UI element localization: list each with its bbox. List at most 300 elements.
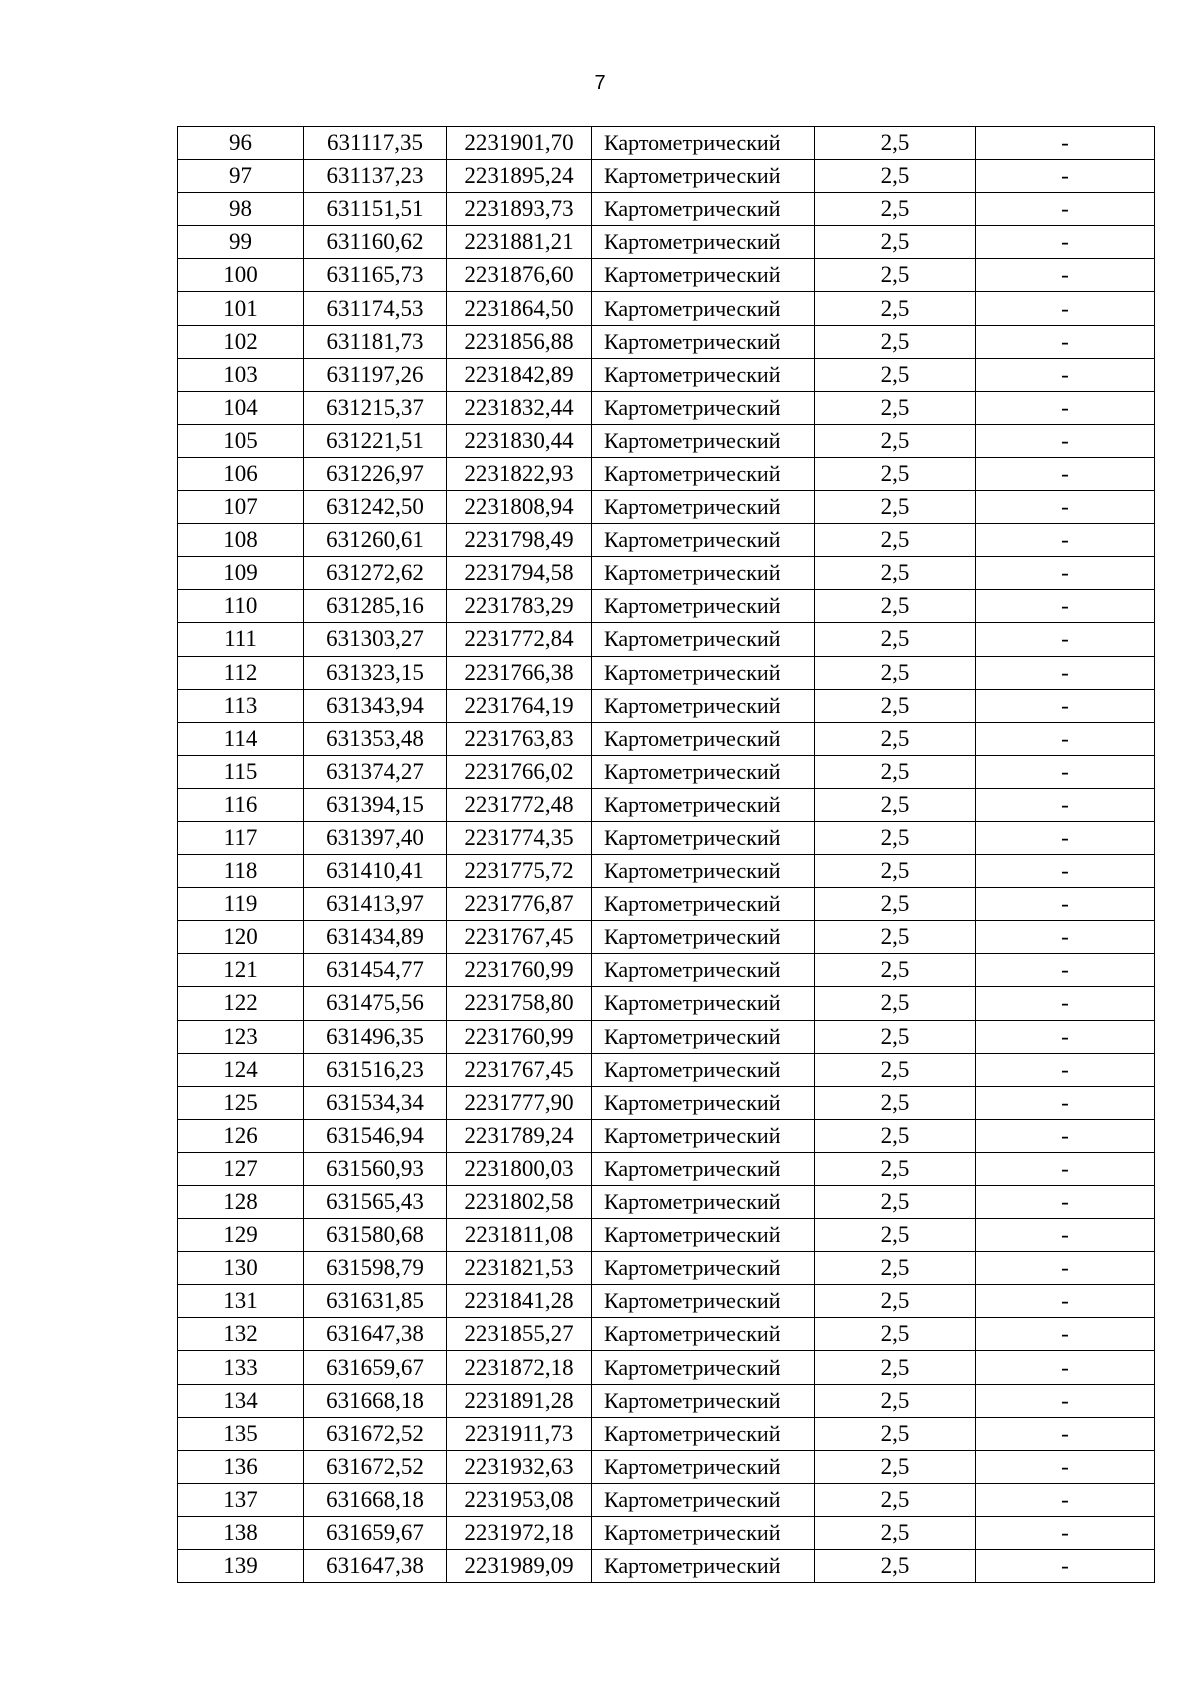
y-coordinate-cell: 2231760,99: [447, 1020, 592, 1053]
x-coordinate-cell: 631631,85: [304, 1285, 447, 1318]
point-number-cell: 121: [178, 954, 304, 987]
point-number-cell: 103: [178, 358, 304, 391]
x-coordinate-cell: 631165,73: [304, 259, 447, 292]
x-coordinate-cell: 631475,56: [304, 987, 447, 1020]
table-row: [178, 1086, 1155, 1119]
x-coordinate-cell: 631534,34: [304, 1086, 447, 1119]
y-coordinate-cell: 2231767,45: [447, 921, 592, 954]
y-coordinate-cell: 2231842,89: [447, 358, 592, 391]
note-cell: -: [976, 987, 1155, 1020]
point-number-cell: 112: [178, 656, 304, 689]
x-coordinate-cell: 631496,35: [304, 1020, 447, 1053]
point-number-cell: 125: [178, 1086, 304, 1119]
table-row: [178, 623, 1155, 656]
point-number-cell: 116: [178, 788, 304, 821]
page-number: 7: [594, 72, 606, 94]
method-cell: Картометрический: [592, 127, 815, 160]
table-row: [178, 788, 1155, 821]
x-coordinate-cell: 631565,43: [304, 1186, 447, 1219]
table-row: [178, 755, 1155, 788]
x-coordinate-cell: 631160,62: [304, 226, 447, 259]
y-coordinate-cell: 2231808,94: [447, 491, 592, 524]
note-cell: -: [976, 689, 1155, 722]
point-number-cell: 134: [178, 1384, 304, 1417]
accuracy-cell: 2,5: [815, 193, 976, 226]
accuracy-cell: 2,5: [815, 788, 976, 821]
y-coordinate-cell: 2231972,18: [447, 1516, 592, 1549]
point-number-cell: 117: [178, 821, 304, 854]
method-cell: Картометрический: [592, 1252, 815, 1285]
accuracy-cell: 2,5: [815, 1020, 976, 1053]
accuracy-cell: 2,5: [815, 127, 976, 160]
x-coordinate-cell: 631260,61: [304, 524, 447, 557]
x-coordinate-cell: 631672,52: [304, 1417, 447, 1450]
y-coordinate-cell: 2231764,19: [447, 689, 592, 722]
y-coordinate-cell: 2231798,49: [447, 524, 592, 557]
x-coordinate-cell: 631516,23: [304, 1053, 447, 1086]
table-row: [178, 921, 1155, 954]
point-number-cell: 106: [178, 457, 304, 490]
accuracy-cell: 2,5: [815, 888, 976, 921]
note-cell: -: [976, 1252, 1155, 1285]
method-cell: Картометрический: [592, 623, 815, 656]
point-number-cell: 108: [178, 524, 304, 557]
y-coordinate-cell: 2231891,28: [447, 1384, 592, 1417]
table-row: [178, 325, 1155, 358]
table-row: [178, 1450, 1155, 1483]
note-cell: -: [976, 1219, 1155, 1252]
method-cell: Картометрический: [592, 491, 815, 524]
x-coordinate-cell: 631397,40: [304, 821, 447, 854]
accuracy-cell: 2,5: [815, 954, 976, 987]
note-cell: -: [976, 1186, 1155, 1219]
accuracy-cell: 2,5: [815, 1351, 976, 1384]
y-coordinate-cell: 2231901,70: [447, 127, 592, 160]
accuracy-cell: 2,5: [815, 821, 976, 854]
note-cell: -: [976, 259, 1155, 292]
method-cell: Картометрический: [592, 1550, 815, 1583]
table-row: [178, 160, 1155, 193]
x-coordinate-cell: 631137,23: [304, 160, 447, 193]
point-number-cell: 129: [178, 1219, 304, 1252]
x-coordinate-cell: 631394,15: [304, 788, 447, 821]
x-coordinate-cell: 631410,41: [304, 855, 447, 888]
point-number-cell: 99: [178, 226, 304, 259]
method-cell: Картометрический: [592, 524, 815, 557]
note-cell: -: [976, 1417, 1155, 1450]
accuracy-cell: 2,5: [815, 1550, 976, 1583]
note-cell: -: [976, 424, 1155, 457]
point-number-cell: 96: [178, 127, 304, 160]
table-row: [178, 1417, 1155, 1450]
method-cell: Картометрический: [592, 722, 815, 755]
accuracy-cell: 2,5: [815, 325, 976, 358]
point-number-cell: 109: [178, 557, 304, 590]
point-number-cell: 139: [178, 1550, 304, 1583]
x-coordinate-cell: 631659,67: [304, 1351, 447, 1384]
point-number-cell: 104: [178, 391, 304, 424]
accuracy-cell: 2,5: [815, 491, 976, 524]
note-cell: -: [976, 1351, 1155, 1384]
method-cell: Картометрический: [592, 821, 815, 854]
x-coordinate-cell: 631272,62: [304, 557, 447, 590]
note-cell: -: [976, 358, 1155, 391]
table-row: [178, 656, 1155, 689]
accuracy-cell: 2,5: [815, 259, 976, 292]
y-coordinate-cell: 2231989,09: [447, 1550, 592, 1583]
method-cell: Картометрический: [592, 391, 815, 424]
y-coordinate-cell: 2231911,73: [447, 1417, 592, 1450]
method-cell: Картометрический: [592, 557, 815, 590]
y-coordinate-cell: 2231830,44: [447, 424, 592, 457]
method-cell: Картометрический: [592, 1020, 815, 1053]
point-number-cell: 105: [178, 424, 304, 457]
table-row: [178, 1219, 1155, 1252]
y-coordinate-cell: 2231766,02: [447, 755, 592, 788]
note-cell: -: [976, 954, 1155, 987]
note-cell: -: [976, 524, 1155, 557]
method-cell: Картометрический: [592, 855, 815, 888]
x-coordinate-cell: 631303,27: [304, 623, 447, 656]
accuracy-cell: 2,5: [815, 1053, 976, 1086]
x-coordinate-cell: 631174,53: [304, 292, 447, 325]
accuracy-cell: 2,5: [815, 855, 976, 888]
table-row: [178, 722, 1155, 755]
x-coordinate-cell: 631546,94: [304, 1119, 447, 1152]
method-cell: Картометрический: [592, 954, 815, 987]
accuracy-cell: 2,5: [815, 1516, 976, 1549]
accuracy-cell: 2,5: [815, 524, 976, 557]
y-coordinate-cell: 2231932,63: [447, 1450, 592, 1483]
note-cell: -: [976, 821, 1155, 854]
point-number-cell: 120: [178, 921, 304, 954]
method-cell: Картометрический: [592, 1285, 815, 1318]
method-cell: Картометрический: [592, 656, 815, 689]
accuracy-cell: 2,5: [815, 1119, 976, 1152]
note-cell: -: [976, 1483, 1155, 1516]
x-coordinate-cell: 631226,97: [304, 457, 447, 490]
table-row: [178, 127, 1155, 160]
table-row: [178, 391, 1155, 424]
accuracy-cell: 2,5: [815, 1285, 976, 1318]
x-coordinate-cell: 631117,35: [304, 127, 447, 160]
method-cell: Картометрический: [592, 1086, 815, 1119]
table-row: [178, 1384, 1155, 1417]
point-number-cell: 123: [178, 1020, 304, 1053]
accuracy-cell: 2,5: [815, 1252, 976, 1285]
table-row: [178, 524, 1155, 557]
note-cell: -: [976, 226, 1155, 259]
coordinates-table-body: [178, 127, 1155, 1583]
method-cell: Картометрический: [592, 226, 815, 259]
point-number-cell: 113: [178, 689, 304, 722]
accuracy-cell: 2,5: [815, 1318, 976, 1351]
y-coordinate-cell: 2231895,24: [447, 160, 592, 193]
accuracy-cell: 2,5: [815, 1384, 976, 1417]
accuracy-cell: 2,5: [815, 424, 976, 457]
method-cell: Картометрический: [592, 1483, 815, 1516]
x-coordinate-cell: 631413,97: [304, 888, 447, 921]
y-coordinate-cell: 2231783,29: [447, 590, 592, 623]
y-coordinate-cell: 2231811,08: [447, 1219, 592, 1252]
accuracy-cell: 2,5: [815, 987, 976, 1020]
method-cell: Картометрический: [592, 1417, 815, 1450]
accuracy-cell: 2,5: [815, 557, 976, 590]
point-number-cell: 111: [178, 623, 304, 656]
accuracy-cell: 2,5: [815, 590, 976, 623]
y-coordinate-cell: 2231763,83: [447, 722, 592, 755]
method-cell: Картометрический: [592, 1318, 815, 1351]
point-number-cell: 126: [178, 1119, 304, 1152]
y-coordinate-cell: 2231821,53: [447, 1252, 592, 1285]
table-row: [178, 1186, 1155, 1219]
method-cell: Картометрический: [592, 1450, 815, 1483]
note-cell: -: [976, 1119, 1155, 1152]
point-number-cell: 137: [178, 1483, 304, 1516]
note-cell: -: [976, 590, 1155, 623]
method-cell: Картометрический: [592, 259, 815, 292]
point-number-cell: 100: [178, 259, 304, 292]
table-row: [178, 1318, 1155, 1351]
x-coordinate-cell: 631672,52: [304, 1450, 447, 1483]
accuracy-cell: 2,5: [815, 1152, 976, 1185]
method-cell: Картометрический: [592, 1351, 815, 1384]
y-coordinate-cell: 2231822,93: [447, 457, 592, 490]
table-row: [178, 1550, 1155, 1583]
method-cell: Картометрический: [592, 1152, 815, 1185]
table-row: [178, 292, 1155, 325]
method-cell: Картометрический: [592, 1053, 815, 1086]
coordinates-table: [177, 126, 1155, 1583]
x-coordinate-cell: 631353,48: [304, 722, 447, 755]
table-row: [178, 987, 1155, 1020]
accuracy-cell: 2,5: [815, 1417, 976, 1450]
accuracy-cell: 2,5: [815, 1483, 976, 1516]
x-coordinate-cell: 631221,51: [304, 424, 447, 457]
method-cell: Картометрический: [592, 160, 815, 193]
accuracy-cell: 2,5: [815, 656, 976, 689]
method-cell: Картометрический: [592, 457, 815, 490]
note-cell: -: [976, 557, 1155, 590]
table-row: [178, 689, 1155, 722]
table-row: [178, 1516, 1155, 1549]
point-number-cell: 128: [178, 1186, 304, 1219]
y-coordinate-cell: 2231760,99: [447, 954, 592, 987]
x-coordinate-cell: 631454,77: [304, 954, 447, 987]
y-coordinate-cell: 2231774,35: [447, 821, 592, 854]
table-row: [178, 1152, 1155, 1185]
note-cell: -: [976, 1020, 1155, 1053]
note-cell: -: [976, 127, 1155, 160]
method-cell: Картометрический: [592, 921, 815, 954]
note-cell: -: [976, 1450, 1155, 1483]
note-cell: -: [976, 193, 1155, 226]
table-row: [178, 1119, 1155, 1152]
y-coordinate-cell: 2231800,03: [447, 1152, 592, 1185]
x-coordinate-cell: 631668,18: [304, 1384, 447, 1417]
point-number-cell: 97: [178, 160, 304, 193]
note-cell: -: [976, 1550, 1155, 1583]
method-cell: Картометрический: [592, 1516, 815, 1549]
note-cell: -: [976, 1086, 1155, 1119]
accuracy-cell: 2,5: [815, 292, 976, 325]
accuracy-cell: 2,5: [815, 1086, 976, 1119]
y-coordinate-cell: 2231775,72: [447, 855, 592, 888]
y-coordinate-cell: 2231876,60: [447, 259, 592, 292]
table-row: [178, 1020, 1155, 1053]
x-coordinate-cell: 631434,89: [304, 921, 447, 954]
x-coordinate-cell: 631560,93: [304, 1152, 447, 1185]
table-row: [178, 226, 1155, 259]
point-number-cell: 135: [178, 1417, 304, 1450]
table-row: [178, 259, 1155, 292]
y-coordinate-cell: 2231789,24: [447, 1119, 592, 1152]
y-coordinate-cell: 2231758,80: [447, 987, 592, 1020]
note-cell: -: [976, 755, 1155, 788]
table-row: [178, 590, 1155, 623]
note-cell: -: [976, 1384, 1155, 1417]
x-coordinate-cell: 631285,16: [304, 590, 447, 623]
table-row: [178, 193, 1155, 226]
y-coordinate-cell: 2231893,73: [447, 193, 592, 226]
method-cell: Картометрический: [592, 987, 815, 1020]
method-cell: Картометрический: [592, 325, 815, 358]
x-coordinate-cell: 631598,79: [304, 1252, 447, 1285]
point-number-cell: 101: [178, 292, 304, 325]
y-coordinate-cell: 2231864,50: [447, 292, 592, 325]
table-row: [178, 1483, 1155, 1516]
accuracy-cell: 2,5: [815, 1219, 976, 1252]
point-number-cell: 107: [178, 491, 304, 524]
point-number-cell: 124: [178, 1053, 304, 1086]
y-coordinate-cell: 2231767,45: [447, 1053, 592, 1086]
point-number-cell: 131: [178, 1285, 304, 1318]
note-cell: -: [976, 623, 1155, 656]
method-cell: Картометрический: [592, 424, 815, 457]
note-cell: -: [976, 491, 1155, 524]
accuracy-cell: 2,5: [815, 1186, 976, 1219]
method-cell: Картометрический: [592, 888, 815, 921]
x-coordinate-cell: 631580,68: [304, 1219, 447, 1252]
y-coordinate-cell: 2231794,58: [447, 557, 592, 590]
table-row: [178, 888, 1155, 921]
table-row: [178, 358, 1155, 391]
table-row: [178, 855, 1155, 888]
point-number-cell: 136: [178, 1450, 304, 1483]
point-number-cell: 115: [178, 755, 304, 788]
y-coordinate-cell: 2231953,08: [447, 1483, 592, 1516]
point-number-cell: 138: [178, 1516, 304, 1549]
table-row: [178, 1351, 1155, 1384]
note-cell: -: [976, 325, 1155, 358]
x-coordinate-cell: 631181,73: [304, 325, 447, 358]
table-row: [178, 457, 1155, 490]
y-coordinate-cell: 2231766,38: [447, 656, 592, 689]
point-number-cell: 98: [178, 193, 304, 226]
x-coordinate-cell: 631215,37: [304, 391, 447, 424]
table-row: [178, 557, 1155, 590]
table-row: [178, 954, 1155, 987]
x-coordinate-cell: 631647,38: [304, 1318, 447, 1351]
table-row: [178, 1285, 1155, 1318]
table-row: [178, 424, 1155, 457]
y-coordinate-cell: 2231772,48: [447, 788, 592, 821]
accuracy-cell: 2,5: [815, 689, 976, 722]
point-number-cell: 110: [178, 590, 304, 623]
y-coordinate-cell: 2231855,27: [447, 1318, 592, 1351]
note-cell: -: [976, 921, 1155, 954]
y-coordinate-cell: 2231856,88: [447, 325, 592, 358]
x-coordinate-cell: 631343,94: [304, 689, 447, 722]
method-cell: Картометрический: [592, 689, 815, 722]
x-coordinate-cell: 631374,27: [304, 755, 447, 788]
x-coordinate-cell: 631659,67: [304, 1516, 447, 1549]
accuracy-cell: 2,5: [815, 722, 976, 755]
point-number-cell: 119: [178, 888, 304, 921]
accuracy-cell: 2,5: [815, 1450, 976, 1483]
x-coordinate-cell: 631647,38: [304, 1550, 447, 1583]
table-row: [178, 1053, 1155, 1086]
accuracy-cell: 2,5: [815, 457, 976, 490]
method-cell: Картометрический: [592, 755, 815, 788]
accuracy-cell: 2,5: [815, 358, 976, 391]
x-coordinate-cell: 631242,50: [304, 491, 447, 524]
accuracy-cell: 2,5: [815, 226, 976, 259]
note-cell: -: [976, 1152, 1155, 1185]
note-cell: -: [976, 1053, 1155, 1086]
x-coordinate-cell: 631323,15: [304, 656, 447, 689]
note-cell: -: [976, 160, 1155, 193]
point-number-cell: 122: [178, 987, 304, 1020]
point-number-cell: 118: [178, 855, 304, 888]
y-coordinate-cell: 2231777,90: [447, 1086, 592, 1119]
note-cell: -: [976, 788, 1155, 821]
accuracy-cell: 2,5: [815, 755, 976, 788]
method-cell: Картометрический: [592, 193, 815, 226]
y-coordinate-cell: 2231776,87: [447, 888, 592, 921]
point-number-cell: 132: [178, 1318, 304, 1351]
note-cell: -: [976, 888, 1155, 921]
method-cell: Картометрический: [592, 1219, 815, 1252]
table-row: [178, 491, 1155, 524]
note-cell: -: [976, 391, 1155, 424]
point-number-cell: 127: [178, 1152, 304, 1185]
x-coordinate-cell: 631151,51: [304, 193, 447, 226]
point-number-cell: 114: [178, 722, 304, 755]
x-coordinate-cell: 631197,26: [304, 358, 447, 391]
accuracy-cell: 2,5: [815, 391, 976, 424]
y-coordinate-cell: 2231772,84: [447, 623, 592, 656]
method-cell: Картометрический: [592, 358, 815, 391]
note-cell: -: [976, 457, 1155, 490]
method-cell: Картометрический: [592, 292, 815, 325]
note-cell: -: [976, 1318, 1155, 1351]
accuracy-cell: 2,5: [815, 160, 976, 193]
table-row: [178, 821, 1155, 854]
note-cell: -: [976, 1516, 1155, 1549]
note-cell: -: [976, 722, 1155, 755]
point-number-cell: 133: [178, 1351, 304, 1384]
method-cell: Картометрический: [592, 788, 815, 821]
method-cell: Картометрический: [592, 1186, 815, 1219]
method-cell: Картометрический: [592, 1384, 815, 1417]
y-coordinate-cell: 2231802,58: [447, 1186, 592, 1219]
table-row: [178, 1252, 1155, 1285]
note-cell: -: [976, 1285, 1155, 1318]
y-coordinate-cell: 2231881,21: [447, 226, 592, 259]
note-cell: -: [976, 292, 1155, 325]
accuracy-cell: 2,5: [815, 921, 976, 954]
